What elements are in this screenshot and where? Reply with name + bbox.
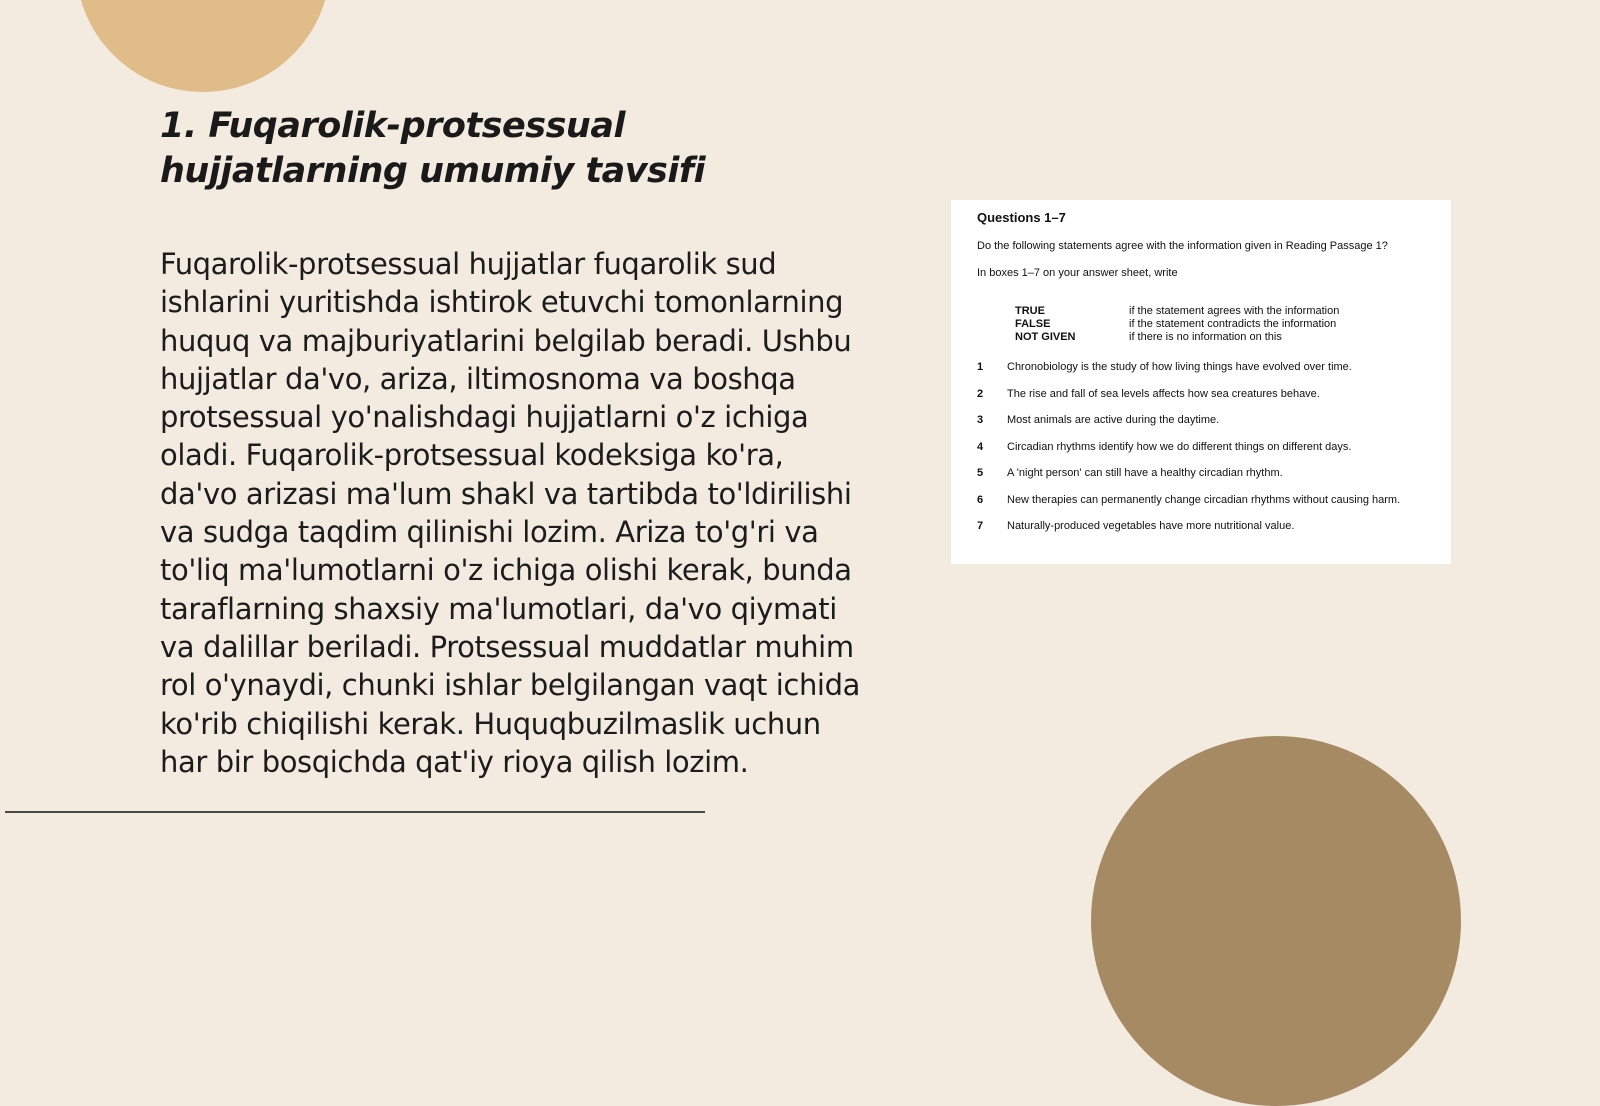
legend-row (1015, 318, 1425, 331)
question-item (977, 519, 1425, 546)
divider-line (5, 811, 705, 813)
legend-description: if the statement agrees with the information (1129, 305, 1340, 317)
legend-key: TRUE (1015, 305, 1045, 317)
question-text: Naturally-produced vegetables have more nutritional value. (1007, 520, 1295, 532)
question-number: 3 (977, 414, 984, 426)
question-item (977, 466, 1425, 493)
legend-description: if there is no information on this (1129, 331, 1282, 343)
questions-list (977, 360, 1425, 546)
legend-key: NOT GIVEN (1015, 331, 1076, 343)
question-number: 1 (977, 361, 984, 373)
legend-row (1015, 331, 1425, 344)
question-number: 5 (977, 467, 984, 479)
decorative-circle-top (76, 0, 330, 92)
question-number: 4 (977, 440, 984, 453)
question-text: A 'night person' can still have a healthy circadian rhythm. (1007, 467, 1283, 479)
question-item (977, 413, 1425, 440)
decorative-circle-bottom (1091, 736, 1461, 1106)
legend-row (1015, 305, 1425, 318)
question-number: 6 (977, 493, 984, 506)
question-text: The rise and fall of sea levels affects how sea creatures behave. (1007, 387, 1320, 400)
question-text: Chronobiology is the study of how living things have evolved over time. (1007, 361, 1352, 373)
question-item (977, 493, 1425, 520)
question-number: 2 (977, 387, 984, 400)
slide-title: 1. Fuqarolik-protsessual hujjatlarning umumiy tavsifi (160, 106, 706, 191)
question-item (977, 440, 1425, 467)
question-item (977, 387, 1425, 414)
legend-key: FALSE (1015, 318, 1051, 330)
answer-legend (1015, 305, 1425, 344)
legend-description: if the statement contradicts the information (1129, 318, 1337, 330)
question-text: Circadian rhythms identify how we do different things on different days. (1007, 440, 1352, 453)
questions-heading: Questions 1–7 (977, 210, 1066, 225)
slide-body-text: Fuqarolik-protsessual hujjatlar fuqarolik sud ishlarini yuritishda ishtirok etuvchi tomonlarning huquq va majburiyatlarini belgilab beradi. Ushbu hujjatlar da'vo, ariza, iltimosnoma va boshqa protsessual yo'nalishdagi hujjatlarni o'z ichiga oladi. Fuqarolik-protsessual kodeksiga ko'ra, da'vo arizasi ma'lum shakl va tartibda to'ldirilishi va sudga taqdim qilinishi lozim. Ariza to'g'ri va to'liq ma'lumotlarni o'z ichiga olishi kerak, bunda taraflarning shaxsiy ma'lumotlari, da'vo qiymati va dalillar beriladi. Protsessual muddatlar muhim rol o'ynaydi, chunki ishlar belgilangan vaqt ichida ko'rib chiqilishi kerak. Huquqbuzilmaslik uchun har bir bosqichda qat'iy rioya qilish lozim. (160, 247, 860, 779)
question-item (977, 360, 1425, 387)
question-number: 7 (977, 520, 984, 532)
questions-instruction: Do the following statements agree with the information given in Reading Passage 1? (977, 240, 1388, 252)
question-text: New therapies can permanently change circadian rhythms without causing harm. (1007, 493, 1401, 506)
embedded-document-image (951, 200, 1451, 564)
questions-instruction-answer-sheet: In boxes 1–7 on your answer sheet, write (977, 267, 1178, 279)
question-text: Most animals are active during the daytime. (1007, 414, 1220, 426)
